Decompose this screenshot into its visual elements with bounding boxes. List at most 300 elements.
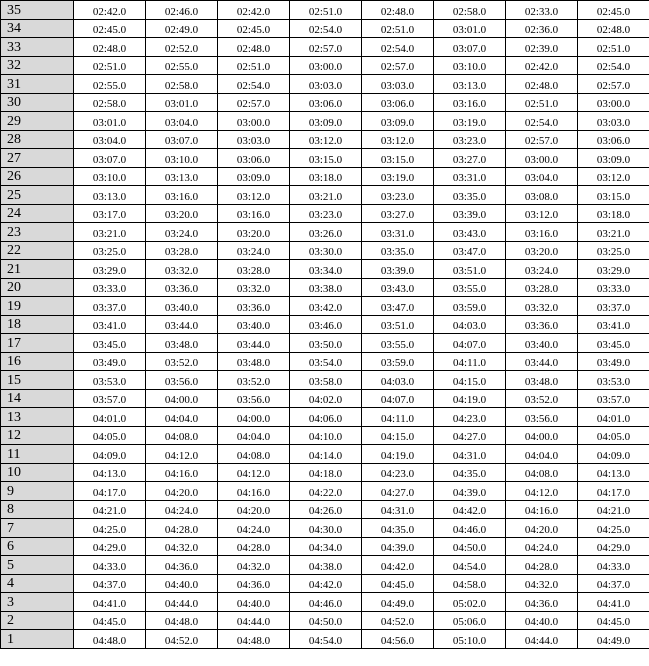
table-row bbox=[1, 574, 649, 593]
level-cell: 7 bbox=[1, 519, 74, 538]
time-cell: 03:16.0 bbox=[434, 93, 506, 112]
time-cell: 03:12.0 bbox=[578, 167, 649, 186]
level-cell: 35 bbox=[1, 1, 74, 20]
time-cell: 03:12.0 bbox=[218, 186, 290, 205]
time-cell: 04:19.0 bbox=[434, 389, 506, 408]
time-cell: 03:20.0 bbox=[506, 241, 578, 260]
table-row bbox=[1, 19, 649, 38]
time-cell: 03:45.0 bbox=[578, 334, 649, 353]
level-cell: 4 bbox=[1, 574, 74, 593]
time-cell: 04:42.0 bbox=[362, 556, 434, 575]
time-cell: 04:01.0 bbox=[578, 408, 649, 427]
time-cell: 02:45.0 bbox=[218, 19, 290, 38]
time-cell: 04:00.0 bbox=[146, 389, 218, 408]
time-cell: 03:15.0 bbox=[290, 149, 362, 168]
time-cell: 02:55.0 bbox=[74, 75, 146, 94]
time-cell: 03:32.0 bbox=[218, 278, 290, 297]
time-cell: 03:00.0 bbox=[578, 93, 649, 112]
table-row bbox=[1, 130, 649, 149]
level-cell: 10 bbox=[1, 463, 74, 482]
time-cell: 03:29.0 bbox=[578, 260, 649, 279]
time-cell: 03:32.0 bbox=[146, 260, 218, 279]
time-cell: 03:49.0 bbox=[74, 352, 146, 371]
time-cell: 04:04.0 bbox=[506, 445, 578, 464]
time-cell: 03:15.0 bbox=[578, 186, 649, 205]
level-cell: 19 bbox=[1, 297, 74, 316]
time-cell: 04:32.0 bbox=[218, 556, 290, 575]
level-cell: 22 bbox=[1, 241, 74, 260]
time-cell: 03:59.0 bbox=[434, 297, 506, 316]
time-cell: 03:15.0 bbox=[362, 149, 434, 168]
time-cell: 03:52.0 bbox=[218, 371, 290, 390]
time-cell: 04:28.0 bbox=[146, 519, 218, 538]
time-cell: 04:44.0 bbox=[146, 593, 218, 612]
time-cell: 04:44.0 bbox=[218, 611, 290, 630]
time-cell: 04:28.0 bbox=[506, 556, 578, 575]
time-cell: 03:17.0 bbox=[74, 204, 146, 223]
time-cell: 03:09.0 bbox=[290, 112, 362, 131]
time-cell: 05:06.0 bbox=[434, 611, 506, 630]
time-cell: 03:07.0 bbox=[434, 38, 506, 57]
time-cell: 03:43.0 bbox=[362, 278, 434, 297]
time-cell: 04:24.0 bbox=[146, 500, 218, 519]
time-cell: 04:23.0 bbox=[362, 463, 434, 482]
time-cell: 04:29.0 bbox=[74, 537, 146, 556]
time-cell: 03:42.0 bbox=[290, 297, 362, 316]
time-cell: 04:45.0 bbox=[74, 611, 146, 630]
time-cell: 02:48.0 bbox=[578, 19, 649, 38]
time-cell: 02:54.0 bbox=[578, 56, 649, 75]
time-cell: 03:36.0 bbox=[506, 315, 578, 334]
time-cell: 02:49.0 bbox=[146, 19, 218, 38]
time-cell: 03:18.0 bbox=[578, 204, 649, 223]
time-cell: 02:45.0 bbox=[578, 1, 649, 20]
time-cell: 04:25.0 bbox=[578, 519, 649, 538]
time-cell: 03:57.0 bbox=[578, 389, 649, 408]
time-cell: 03:51.0 bbox=[434, 260, 506, 279]
time-cell: 04:30.0 bbox=[290, 519, 362, 538]
time-cell: 03:39.0 bbox=[434, 204, 506, 223]
time-cell: 04:05.0 bbox=[578, 426, 649, 445]
time-cell: 04:44.0 bbox=[506, 630, 578, 649]
time-cell: 04:24.0 bbox=[218, 519, 290, 538]
time-cell: 03:04.0 bbox=[74, 130, 146, 149]
time-cell: 04:39.0 bbox=[434, 482, 506, 501]
time-cell: 03:13.0 bbox=[74, 186, 146, 205]
time-cell: 03:33.0 bbox=[578, 278, 649, 297]
time-cell: 04:54.0 bbox=[290, 630, 362, 649]
time-cell: 04:32.0 bbox=[506, 574, 578, 593]
time-cell: 04:39.0 bbox=[362, 537, 434, 556]
time-cell: 04:49.0 bbox=[362, 593, 434, 612]
time-cell: 03:40.0 bbox=[506, 334, 578, 353]
time-cell: 03:57.0 bbox=[74, 389, 146, 408]
time-cell: 02:57.0 bbox=[290, 38, 362, 57]
table-row bbox=[1, 149, 649, 168]
time-cell: 04:40.0 bbox=[146, 574, 218, 593]
time-cell: 04:16.0 bbox=[146, 463, 218, 482]
time-cell: 03:19.0 bbox=[434, 112, 506, 131]
time-cell: 03:30.0 bbox=[290, 241, 362, 260]
time-cell: 04:21.0 bbox=[578, 500, 649, 519]
level-cell: 26 bbox=[1, 167, 74, 186]
level-cell: 17 bbox=[1, 334, 74, 353]
level-cell: 34 bbox=[1, 19, 74, 38]
time-cell: 03:00.0 bbox=[290, 56, 362, 75]
time-cell: 03:06.0 bbox=[362, 93, 434, 112]
time-cell: 04:49.0 bbox=[578, 630, 649, 649]
time-cell: 04:19.0 bbox=[362, 445, 434, 464]
time-cell: 04:09.0 bbox=[578, 445, 649, 464]
time-cell: 03:37.0 bbox=[578, 297, 649, 316]
table-row bbox=[1, 186, 649, 205]
time-cell: 03:23.0 bbox=[434, 130, 506, 149]
time-cell: 04:08.0 bbox=[146, 426, 218, 445]
time-cell: 03:47.0 bbox=[362, 297, 434, 316]
time-cell: 04:24.0 bbox=[506, 537, 578, 556]
level-cell: 25 bbox=[1, 186, 74, 205]
table-row bbox=[1, 482, 649, 501]
table-row bbox=[1, 556, 649, 575]
time-cell: 03:48.0 bbox=[506, 371, 578, 390]
time-cell: 03:06.0 bbox=[218, 149, 290, 168]
time-cell: 04:33.0 bbox=[74, 556, 146, 575]
time-cell: 03:13.0 bbox=[146, 167, 218, 186]
time-cell: 03:24.0 bbox=[218, 241, 290, 260]
time-cell: 03:33.0 bbox=[74, 278, 146, 297]
time-cell: 02:55.0 bbox=[146, 56, 218, 75]
time-cell: 04:50.0 bbox=[434, 537, 506, 556]
time-cell: 03:07.0 bbox=[146, 130, 218, 149]
time-cell: 04:14.0 bbox=[290, 445, 362, 464]
time-cell: 03:36.0 bbox=[218, 297, 290, 316]
time-cell: 04:36.0 bbox=[146, 556, 218, 575]
time-cell: 03:40.0 bbox=[218, 315, 290, 334]
time-cell: 03:16.0 bbox=[506, 223, 578, 242]
level-cell: 20 bbox=[1, 278, 74, 297]
time-cell: 04:36.0 bbox=[218, 574, 290, 593]
level-cell: 13 bbox=[1, 408, 74, 427]
time-cell: 03:03.0 bbox=[290, 75, 362, 94]
time-cell: 04:46.0 bbox=[434, 519, 506, 538]
time-cell: 04:36.0 bbox=[506, 593, 578, 612]
time-cell: 04:40.0 bbox=[506, 611, 578, 630]
time-cell: 02:48.0 bbox=[362, 1, 434, 20]
time-cell: 03:28.0 bbox=[146, 241, 218, 260]
time-cell: 04:42.0 bbox=[434, 500, 506, 519]
level-cell: 27 bbox=[1, 149, 74, 168]
time-cell: 04:20.0 bbox=[218, 500, 290, 519]
time-cell: 04:45.0 bbox=[362, 574, 434, 593]
time-cell: 02:54.0 bbox=[218, 75, 290, 94]
time-cell: 04:48.0 bbox=[146, 611, 218, 630]
table-row bbox=[1, 334, 649, 353]
table-row bbox=[1, 1, 649, 20]
time-cell: 04:28.0 bbox=[218, 537, 290, 556]
time-cell: 04:46.0 bbox=[290, 593, 362, 612]
time-cell: 04:08.0 bbox=[506, 463, 578, 482]
time-cell: 05:10.0 bbox=[434, 630, 506, 649]
time-cell: 03:23.0 bbox=[290, 204, 362, 223]
time-cell: 04:02.0 bbox=[290, 389, 362, 408]
time-cell: 03:28.0 bbox=[218, 260, 290, 279]
time-cell: 03:50.0 bbox=[290, 334, 362, 353]
time-cell: 03:35.0 bbox=[434, 186, 506, 205]
time-cell: 03:12.0 bbox=[362, 130, 434, 149]
time-cell: 02:46.0 bbox=[146, 1, 218, 20]
time-cell: 04:48.0 bbox=[74, 630, 146, 649]
table-row bbox=[1, 223, 649, 242]
time-cell: 04:00.0 bbox=[218, 408, 290, 427]
level-cell: 31 bbox=[1, 75, 74, 94]
time-cell: 03:03.0 bbox=[362, 75, 434, 94]
time-cell: 03:00.0 bbox=[218, 112, 290, 131]
table-row bbox=[1, 371, 649, 390]
level-cell: 9 bbox=[1, 482, 74, 501]
time-cell: 03:31.0 bbox=[434, 167, 506, 186]
level-cell: 23 bbox=[1, 223, 74, 242]
time-cell: 03:37.0 bbox=[74, 297, 146, 316]
table-row bbox=[1, 352, 649, 371]
level-cell: 16 bbox=[1, 352, 74, 371]
time-cell: 02:57.0 bbox=[218, 93, 290, 112]
time-cell: 02:58.0 bbox=[74, 93, 146, 112]
table-row bbox=[1, 297, 649, 316]
time-cell: 04:21.0 bbox=[74, 500, 146, 519]
time-cell: 03:16.0 bbox=[218, 204, 290, 223]
table-row bbox=[1, 204, 649, 223]
time-cell: 04:13.0 bbox=[578, 463, 649, 482]
level-cell: 18 bbox=[1, 315, 74, 334]
time-cell: 03:25.0 bbox=[74, 241, 146, 260]
level-cell: 6 bbox=[1, 537, 74, 556]
time-cell: 03:10.0 bbox=[434, 56, 506, 75]
level-cell: 14 bbox=[1, 389, 74, 408]
table-row bbox=[1, 93, 649, 112]
time-cell: 02:45.0 bbox=[74, 19, 146, 38]
time-cell: 03:59.0 bbox=[362, 352, 434, 371]
time-cell: 04:54.0 bbox=[434, 556, 506, 575]
time-cell: 04:35.0 bbox=[362, 519, 434, 538]
time-cell: 04:29.0 bbox=[578, 537, 649, 556]
time-cell: 03:03.0 bbox=[578, 112, 649, 131]
time-cell: 04:48.0 bbox=[218, 630, 290, 649]
time-cell: 02:48.0 bbox=[74, 38, 146, 57]
time-cell: 04:18.0 bbox=[290, 463, 362, 482]
time-cell: 03:27.0 bbox=[434, 149, 506, 168]
time-cell: 03:41.0 bbox=[578, 315, 649, 334]
time-cell: 03:56.0 bbox=[218, 389, 290, 408]
time-cell: 04:42.0 bbox=[290, 574, 362, 593]
time-cell: 03:19.0 bbox=[362, 167, 434, 186]
table-row bbox=[1, 408, 649, 427]
table-row bbox=[1, 315, 649, 334]
level-cell: 5 bbox=[1, 556, 74, 575]
time-cell: 04:45.0 bbox=[578, 611, 649, 630]
time-cell: 03:28.0 bbox=[506, 278, 578, 297]
level-cell: 15 bbox=[1, 371, 74, 390]
time-cell: 02:51.0 bbox=[362, 19, 434, 38]
time-cell: 04:00.0 bbox=[506, 426, 578, 445]
level-cell: 24 bbox=[1, 204, 74, 223]
time-cell: 04:17.0 bbox=[74, 482, 146, 501]
time-cell: 03:18.0 bbox=[290, 167, 362, 186]
time-cell: 03:10.0 bbox=[146, 149, 218, 168]
time-cell: 03:21.0 bbox=[290, 186, 362, 205]
time-cell: 04:35.0 bbox=[434, 463, 506, 482]
time-cell: 03:09.0 bbox=[362, 112, 434, 131]
time-cell: 05:02.0 bbox=[434, 593, 506, 612]
time-cell: 03:26.0 bbox=[290, 223, 362, 242]
time-cell: 03:52.0 bbox=[146, 352, 218, 371]
level-cell: 28 bbox=[1, 130, 74, 149]
time-cell: 03:13.0 bbox=[434, 75, 506, 94]
time-cell: 02:42.0 bbox=[74, 1, 146, 20]
time-cell: 03:01.0 bbox=[434, 19, 506, 38]
level-cell: 2 bbox=[1, 611, 74, 630]
time-cell: 04:38.0 bbox=[290, 556, 362, 575]
time-cell: 04:12.0 bbox=[506, 482, 578, 501]
time-cell: 04:05.0 bbox=[74, 426, 146, 445]
time-cell: 04:07.0 bbox=[362, 389, 434, 408]
time-cell: 02:42.0 bbox=[506, 56, 578, 75]
time-cell: 03:44.0 bbox=[146, 315, 218, 334]
time-cell: 03:23.0 bbox=[362, 186, 434, 205]
time-cell: 03:09.0 bbox=[578, 149, 649, 168]
time-cell: 04:01.0 bbox=[74, 408, 146, 427]
time-cell: 02:51.0 bbox=[506, 93, 578, 112]
time-cell: 04:03.0 bbox=[434, 315, 506, 334]
time-cell: 03:46.0 bbox=[290, 315, 362, 334]
time-cell: 04:20.0 bbox=[146, 482, 218, 501]
time-cell: 03:55.0 bbox=[434, 278, 506, 297]
time-cell: 03:32.0 bbox=[506, 297, 578, 316]
time-cell: 03:20.0 bbox=[218, 223, 290, 242]
time-cell: 03:48.0 bbox=[218, 352, 290, 371]
time-cell: 04:27.0 bbox=[362, 482, 434, 501]
time-cell: 02:51.0 bbox=[74, 56, 146, 75]
time-cell: 02:39.0 bbox=[506, 38, 578, 57]
time-cell: 04:16.0 bbox=[506, 500, 578, 519]
time-cell: 04:37.0 bbox=[578, 574, 649, 593]
table-row bbox=[1, 260, 649, 279]
time-cell: 02:52.0 bbox=[146, 38, 218, 57]
table-body bbox=[1, 1, 649, 649]
table-row bbox=[1, 593, 649, 612]
time-cell: 04:41.0 bbox=[578, 593, 649, 612]
time-cell: 02:54.0 bbox=[506, 112, 578, 131]
level-cell: 33 bbox=[1, 38, 74, 57]
time-cell: 03:03.0 bbox=[218, 130, 290, 149]
table-row bbox=[1, 463, 649, 482]
table-row bbox=[1, 537, 649, 556]
time-cell: 04:04.0 bbox=[218, 426, 290, 445]
time-cell: 02:58.0 bbox=[434, 1, 506, 20]
time-cell: 03:12.0 bbox=[506, 204, 578, 223]
time-cell: 03:24.0 bbox=[506, 260, 578, 279]
table-row bbox=[1, 167, 649, 186]
time-cell: 04:27.0 bbox=[434, 426, 506, 445]
time-cell: 04:08.0 bbox=[218, 445, 290, 464]
table-row bbox=[1, 519, 649, 538]
level-cell: 32 bbox=[1, 56, 74, 75]
time-cell: 03:52.0 bbox=[506, 389, 578, 408]
table-row bbox=[1, 56, 649, 75]
time-cell: 04:34.0 bbox=[290, 537, 362, 556]
table-row bbox=[1, 38, 649, 57]
time-cell: 03:16.0 bbox=[146, 186, 218, 205]
time-cell: 02:48.0 bbox=[506, 75, 578, 94]
time-cell: 03:04.0 bbox=[506, 167, 578, 186]
time-cell: 03:38.0 bbox=[290, 278, 362, 297]
time-cell: 03:39.0 bbox=[362, 260, 434, 279]
table-row bbox=[1, 75, 649, 94]
time-cell: 04:52.0 bbox=[362, 611, 434, 630]
time-cell: 02:57.0 bbox=[506, 130, 578, 149]
level-cell: 8 bbox=[1, 500, 74, 519]
table-row bbox=[1, 445, 649, 464]
time-cell: 04:50.0 bbox=[290, 611, 362, 630]
time-cell: 03:12.0 bbox=[290, 130, 362, 149]
time-cell: 04:17.0 bbox=[578, 482, 649, 501]
time-cell: 03:44.0 bbox=[218, 334, 290, 353]
time-cell: 02:36.0 bbox=[506, 19, 578, 38]
time-cell: 03:55.0 bbox=[362, 334, 434, 353]
time-cell: 03:41.0 bbox=[74, 315, 146, 334]
time-cell: 03:10.0 bbox=[74, 167, 146, 186]
time-cell: 04:15.0 bbox=[362, 426, 434, 445]
time-cell: 02:57.0 bbox=[578, 75, 649, 94]
level-cell: 29 bbox=[1, 112, 74, 131]
time-cell: 04:58.0 bbox=[434, 574, 506, 593]
time-cell: 03:00.0 bbox=[506, 149, 578, 168]
table-row bbox=[1, 426, 649, 445]
time-cell: 04:10.0 bbox=[290, 426, 362, 445]
time-cell: 03:09.0 bbox=[218, 167, 290, 186]
time-cell: 03:47.0 bbox=[434, 241, 506, 260]
time-cell: 02:48.0 bbox=[218, 38, 290, 57]
level-cell: 3 bbox=[1, 593, 74, 612]
time-cell: 03:31.0 bbox=[362, 223, 434, 242]
time-cell: 03:21.0 bbox=[578, 223, 649, 242]
time-cell: 04:37.0 bbox=[74, 574, 146, 593]
time-cell: 04:26.0 bbox=[290, 500, 362, 519]
level-cell: 21 bbox=[1, 260, 74, 279]
table-row bbox=[1, 278, 649, 297]
time-cell: 03:06.0 bbox=[290, 93, 362, 112]
time-cell: 03:34.0 bbox=[290, 260, 362, 279]
time-cell: 02:51.0 bbox=[578, 38, 649, 57]
time-cell: 04:15.0 bbox=[434, 371, 506, 390]
time-cell: 04:23.0 bbox=[434, 408, 506, 427]
time-cell: 04:06.0 bbox=[290, 408, 362, 427]
table-row bbox=[1, 389, 649, 408]
time-cell: 03:36.0 bbox=[146, 278, 218, 297]
time-cell: 04:07.0 bbox=[434, 334, 506, 353]
time-cell: 04:12.0 bbox=[218, 463, 290, 482]
time-cell: 04:11.0 bbox=[362, 408, 434, 427]
table-row bbox=[1, 500, 649, 519]
time-cell: 03:35.0 bbox=[362, 241, 434, 260]
time-cell: 03:49.0 bbox=[578, 352, 649, 371]
time-cell: 04:11.0 bbox=[434, 352, 506, 371]
time-cell: 03:48.0 bbox=[146, 334, 218, 353]
time-cell: 03:58.0 bbox=[290, 371, 362, 390]
time-cell: 03:08.0 bbox=[506, 186, 578, 205]
time-cell: 03:54.0 bbox=[290, 352, 362, 371]
time-cell: 03:44.0 bbox=[506, 352, 578, 371]
time-cell: 03:24.0 bbox=[146, 223, 218, 242]
